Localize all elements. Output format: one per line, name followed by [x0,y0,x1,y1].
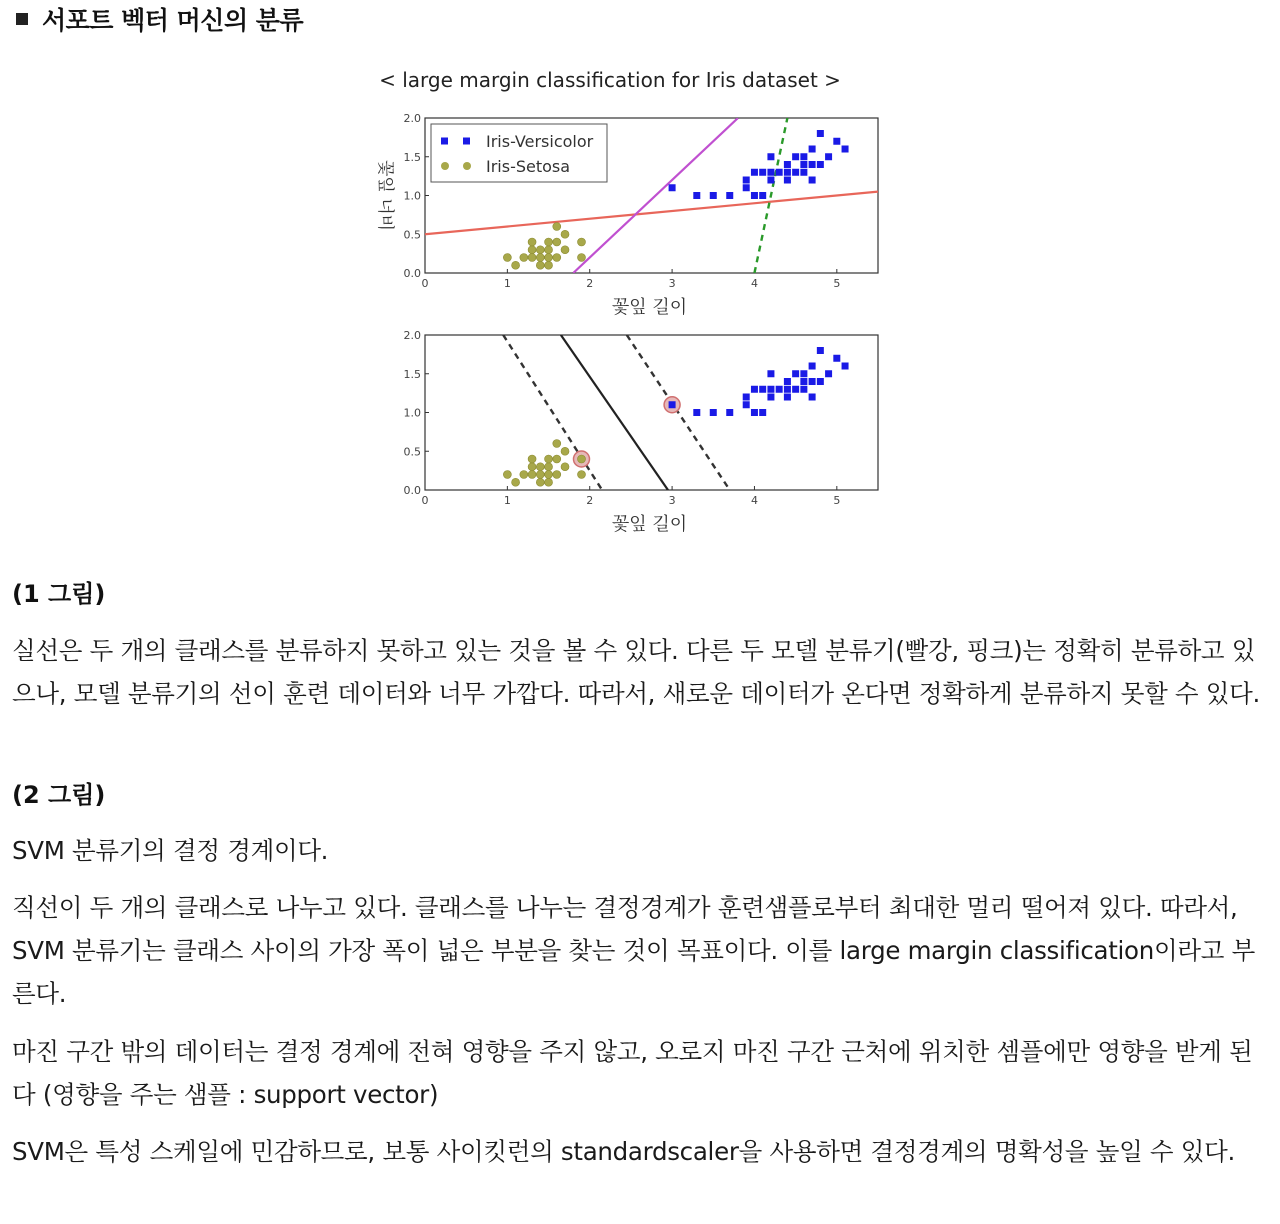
versicolor-point [792,169,799,176]
x-axis-label: 꽃잎 길이 [611,297,688,318]
versicolor-point [809,378,816,385]
setosa-point [536,471,544,479]
setosa-point [503,254,511,262]
setosa-point [577,455,585,463]
setosa-point [528,471,536,479]
y-tick-label: 0.0 [403,484,421,497]
versicolor-point [776,169,783,176]
versicolor-point [792,153,799,160]
versicolor-point [825,370,832,377]
setosa-point [545,455,553,463]
setosa-point [503,471,511,479]
x-tick-label: 4 [750,494,758,507]
legend-entry: Iris-Versicolor [486,132,594,151]
versicolor-point [743,394,750,401]
versicolor-point [784,169,791,176]
versicolor-point [776,386,783,393]
x-tick-label: 4 [750,277,758,290]
versicolor-point [792,370,799,377]
versicolor-point [800,153,807,160]
versicolor-point [710,192,717,199]
setosa-point [528,246,536,254]
y-tick-label: 1.0 [403,406,421,420]
versicolor-point [800,370,807,377]
iris-svm-figure [360,55,900,545]
setosa-point [577,238,585,246]
versicolor-point [833,355,840,362]
versicolor-point [784,177,791,184]
versicolor-point [784,386,791,393]
setosa-point [561,447,569,455]
setosa-point [545,478,553,486]
versicolor-point [800,161,807,168]
versicolor-point [809,161,816,168]
versicolor-point [833,138,840,145]
setosa-point [553,254,561,262]
paragraph-svm-boundary: SVM 분류기의 결정 경계이다. [12,836,329,865]
label-figure-2: (2 그림) [12,781,106,809]
versicolor-point [809,177,816,184]
setosa-point [561,246,569,254]
paragraph-large-margin: 직선이 두 개의 클래스로 나누고 있다. 클래스를 나누는 결정경계가 훈련샘플로부터 최대한 멀리 떨어져 있다. 따라서, SVM 분류기는 클래스 사이의 가장 폭이 넓은 부분을 찾는 것이 목표이다. 이를 large margin classification이라고 부른다. [12,893,1255,1008]
x-tick-label: 3 [668,494,676,507]
versicolor-point [767,177,774,184]
setosa-point [545,463,553,471]
versicolor-point [842,146,849,153]
versicolor-point [743,184,750,191]
versicolor-point [751,409,758,416]
x-tick-label: 0 [421,277,429,290]
setosa-point [553,238,561,246]
y-tick-label: 0.5 [403,228,421,242]
versicolor-point [726,192,733,199]
section-heading [16,2,303,36]
versicolor-point [817,161,824,168]
setosa-point [536,478,544,486]
label-figure-1: (1 그림) [12,580,106,608]
versicolor-point [817,347,824,354]
legend-marker-setosa [463,162,471,170]
figure-title: < large margin classification for Iris dataset > [379,68,841,92]
versicolor-point [767,153,774,160]
x-tick-label: 3 [668,277,676,290]
x-tick-label: 5 [833,494,841,507]
versicolor-point [767,370,774,377]
setosa-point [553,440,561,448]
setosa-point [520,471,528,479]
setosa-point [512,478,520,486]
square-bullet-icon [16,13,28,25]
versicolor-point [751,169,758,176]
x-tick-label: 0 [421,494,429,507]
x-tick-label: 1 [503,494,511,507]
setosa-point [520,254,528,262]
y-tick-label: 2.0 [403,112,421,125]
y-tick-label: 2.0 [403,329,421,342]
y-tick-label: 1.0 [403,189,421,203]
setosa-point [536,246,544,254]
versicolor-point [751,386,758,393]
versicolor-point [669,184,676,191]
setosa-point [528,455,536,463]
y-tick-label: 1.5 [403,150,421,164]
setosa-point [553,455,561,463]
chart-top [375,112,878,318]
x-tick-label: 2 [586,277,594,290]
versicolor-point [784,161,791,168]
x-tick-label: 1 [503,277,511,290]
setosa-point [577,254,585,262]
versicolor-point [767,386,774,393]
setosa-point [553,223,561,231]
versicolor-point [817,130,824,137]
legend-marker-setosa [441,162,449,170]
versicolor-point [817,378,824,385]
versicolor-point [759,169,766,176]
versicolor-point [759,386,766,393]
legend-marker-versicolor [463,138,470,145]
y-tick-label: 0.5 [403,445,421,459]
x-axis-label: 꽃잎 길이 [611,514,688,535]
setosa-point [536,254,544,262]
versicolor-point [792,386,799,393]
setosa-point [536,261,544,269]
versicolor-point [800,378,807,385]
figure [360,55,900,545]
setosa-point [553,471,561,479]
versicolor-point [759,192,766,199]
versicolor-point [693,409,700,416]
setosa-point [561,230,569,238]
versicolor-point [743,177,750,184]
setosa-point [577,471,585,479]
x-tick-label: 2 [586,494,594,507]
paragraph-scaling: SVM은 특성 스케일에 민감하므로, 보통 사이킷런의 standardscaler을 사용하면 결정경계의 명확성을 높일 수 있다. [12,1137,1235,1166]
setosa-point [512,261,520,269]
setosa-point [545,254,553,262]
versicolor-point [726,409,733,416]
section-title: 서포트 벡터 머신의 분류 [42,6,304,35]
versicolor-point [767,394,774,401]
setosa-point [545,261,553,269]
y-axis-label: 꽃잎 너비 [375,159,395,232]
legend-marker-versicolor [441,138,448,145]
setosa-point [528,238,536,246]
y-tick-label: 0.0 [403,267,421,280]
versicolor-point [669,401,676,408]
versicolor-point [743,401,750,408]
setosa-point [536,463,544,471]
versicolor-point [825,153,832,160]
setosa-point [545,246,553,254]
paragraph-support-vector: 마진 구간 밖의 데이터는 결정 경계에 전혀 영향을 주지 않고, 오로지 마진 구간 근처에 위치한 셈플에만 영향을 받게 된다 (영향을 주는 샘플 : support vector) [12,1037,1253,1109]
versicolor-point [800,169,807,176]
x-tick-label: 5 [833,277,841,290]
versicolor-point [759,409,766,416]
paragraph-figure-1: 실선은 두 개의 클래스를 분류하지 못하고 있는 것을 볼 수 있다. 다른 두 모델 분류기(빨강, 핑크)는 정확히 분류하고 있으나, 모델 분류기의 선이 훈련 데이터와 너무 가깝다. 따라서, 새로운 데이터가 온다면 정확하게 분류하지 못할 수 있다. [12,636,1261,708]
legend-entry: Iris-Setosa [486,157,571,176]
versicolor-point [784,378,791,385]
versicolor-point [751,192,758,199]
versicolor-point [809,394,816,401]
setosa-point [545,238,553,246]
versicolor-point [809,146,816,153]
setosa-point [561,463,569,471]
versicolor-point [809,363,816,370]
y-tick-label: 1.5 [403,367,421,381]
chart-bottom [404,329,879,535]
versicolor-point [693,192,700,199]
setosa-point [545,471,553,479]
versicolor-point [800,386,807,393]
setosa-point [528,254,536,262]
versicolor-point [710,409,717,416]
versicolor-point [842,363,849,370]
setosa-point [528,463,536,471]
versicolor-point [767,169,774,176]
versicolor-point [784,394,791,401]
